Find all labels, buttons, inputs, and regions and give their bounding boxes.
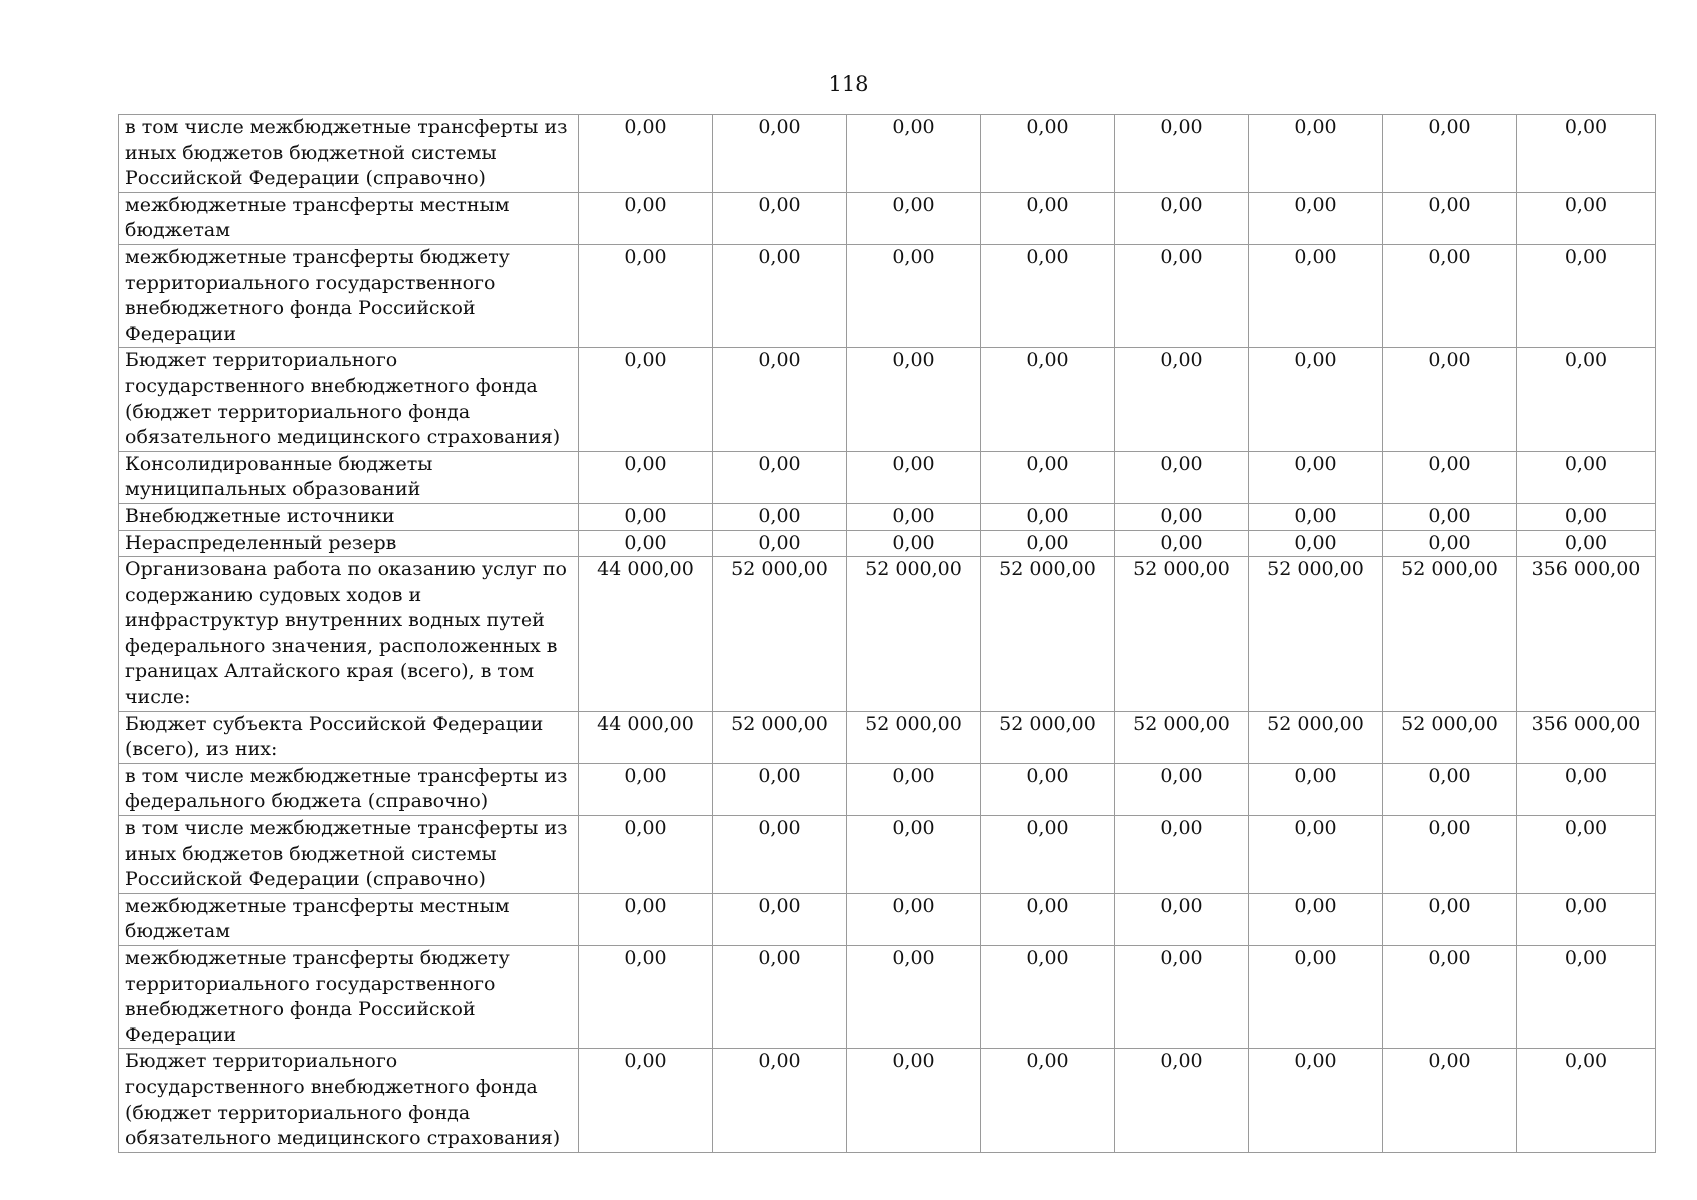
value-cell: 0,00 [1383, 816, 1517, 894]
row-label: Внебюджетные источники [119, 503, 579, 530]
table-row [119, 763, 1656, 815]
value-cell: 0,00 [713, 503, 847, 530]
table-row [119, 451, 1656, 503]
table-row [119, 115, 1656, 193]
value-cell: 356 000,00 [1517, 711, 1656, 763]
value-cell: 0,00 [1249, 348, 1383, 451]
value-cell: 0,00 [847, 816, 981, 894]
value-cell: 52 000,00 [1249, 557, 1383, 712]
row-label: Организована работа по оказанию услуг по содержанию судовых ходов и инфраструктур внутренних водных путей федерального значения, расположенных в границах Алтайского края (всего), в том числе: [119, 557, 579, 712]
value-cell: 0,00 [1517, 192, 1656, 244]
value-cell: 0,00 [847, 946, 981, 1049]
value-cell: 0,00 [579, 244, 713, 347]
value-cell: 0,00 [847, 115, 981, 193]
value-cell: 0,00 [713, 530, 847, 557]
value-cell: 52 000,00 [1383, 557, 1517, 712]
value-cell: 0,00 [1249, 192, 1383, 244]
value-cell: 0,00 [1115, 348, 1249, 451]
value-cell: 0,00 [579, 503, 713, 530]
row-label: в том числе межбюджетные трансферты из иных бюджетов бюджетной системы Российской Федерации (справочно) [119, 115, 579, 193]
value-cell: 0,00 [847, 192, 981, 244]
table-row [119, 244, 1656, 347]
value-cell: 52 000,00 [847, 557, 981, 712]
table-row [119, 893, 1656, 945]
value-cell: 0,00 [847, 503, 981, 530]
value-cell: 52 000,00 [1383, 711, 1517, 763]
value-cell: 0,00 [1249, 451, 1383, 503]
value-cell: 0,00 [1517, 348, 1656, 451]
value-cell: 44 000,00 [579, 711, 713, 763]
table-row [119, 192, 1656, 244]
row-label: в том числе межбюджетные трансферты из федерального бюджета (справочно) [119, 763, 579, 815]
value-cell: 0,00 [1383, 115, 1517, 193]
value-cell: 0,00 [579, 115, 713, 193]
value-cell: 52 000,00 [981, 557, 1115, 712]
value-cell: 52 000,00 [1249, 711, 1383, 763]
value-cell: 0,00 [847, 244, 981, 347]
value-cell: 0,00 [713, 946, 847, 1049]
value-cell: 0,00 [847, 763, 981, 815]
value-cell: 0,00 [847, 348, 981, 451]
row-label: в том числе межбюджетные трансферты из иных бюджетов бюджетной системы Российской Федерации (справочно) [119, 816, 579, 894]
value-cell: 0,00 [981, 244, 1115, 347]
value-cell: 0,00 [1115, 115, 1249, 193]
value-cell: 0,00 [1249, 893, 1383, 945]
value-cell: 0,00 [579, 348, 713, 451]
value-cell: 0,00 [713, 763, 847, 815]
value-cell: 0,00 [1115, 763, 1249, 815]
value-cell: 0,00 [1249, 530, 1383, 557]
value-cell: 0,00 [1517, 451, 1656, 503]
value-cell: 0,00 [579, 946, 713, 1049]
value-cell: 0,00 [1517, 1049, 1656, 1152]
value-cell: 0,00 [1517, 816, 1656, 894]
value-cell: 0,00 [1383, 763, 1517, 815]
value-cell: 0,00 [713, 115, 847, 193]
row-label: Бюджет субъекта Российской Федерации (всего), из них: [119, 711, 579, 763]
value-cell: 0,00 [1249, 503, 1383, 530]
value-cell: 0,00 [579, 530, 713, 557]
value-cell: 0,00 [579, 816, 713, 894]
value-cell: 0,00 [1115, 503, 1249, 530]
value-cell: 0,00 [1517, 530, 1656, 557]
value-cell: 0,00 [579, 763, 713, 815]
value-cell: 0,00 [1517, 115, 1656, 193]
value-cell: 0,00 [713, 192, 847, 244]
table-body [119, 115, 1656, 1153]
value-cell: 356 000,00 [1517, 557, 1656, 712]
value-cell: 0,00 [981, 1049, 1115, 1152]
value-cell: 52 000,00 [713, 711, 847, 763]
value-cell: 0,00 [579, 192, 713, 244]
table-row [119, 503, 1656, 530]
value-cell: 52 000,00 [1115, 711, 1249, 763]
value-cell: 0,00 [1383, 348, 1517, 451]
value-cell: 0,00 [981, 348, 1115, 451]
value-cell: 0,00 [1517, 893, 1656, 945]
value-cell: 0,00 [981, 503, 1115, 530]
row-label: межбюджетные трансферты бюджету территориального государственного внебюджетного фонда Российской Федерации [119, 244, 579, 347]
value-cell: 0,00 [1517, 244, 1656, 347]
row-label: Бюджет территориального государственного внебюджетного фонда (бюджет территориального фонда обязательного медицинского страхования) [119, 348, 579, 451]
value-cell: 0,00 [713, 1049, 847, 1152]
value-cell: 0,00 [713, 348, 847, 451]
value-cell: 44 000,00 [579, 557, 713, 712]
value-cell: 0,00 [1383, 192, 1517, 244]
value-cell: 0,00 [1383, 451, 1517, 503]
table-row [119, 1049, 1656, 1152]
row-label: межбюджетные трансферты местным бюджетам [119, 192, 579, 244]
value-cell: 0,00 [981, 530, 1115, 557]
value-cell: 0,00 [1115, 451, 1249, 503]
value-cell: 0,00 [1115, 1049, 1249, 1152]
value-cell: 0,00 [1517, 503, 1656, 530]
value-cell: 0,00 [981, 451, 1115, 503]
table-row [119, 557, 1656, 712]
value-cell: 0,00 [1115, 530, 1249, 557]
page-number: 118 [828, 72, 869, 96]
value-cell: 52 000,00 [713, 557, 847, 712]
budget-table [118, 114, 1656, 1153]
value-cell: 0,00 [1517, 763, 1656, 815]
value-cell: 0,00 [1383, 503, 1517, 530]
row-label: межбюджетные трансферты бюджету территориального государственного внебюджетного фонда Российской Федерации [119, 946, 579, 1049]
value-cell: 0,00 [1249, 115, 1383, 193]
value-cell: 0,00 [1249, 244, 1383, 347]
value-cell: 0,00 [1249, 1049, 1383, 1152]
value-cell: 0,00 [1383, 893, 1517, 945]
value-cell: 0,00 [981, 763, 1115, 815]
row-label: Бюджет территориального государственного внебюджетного фонда (бюджет территориального фонда обязательного медицинского страхования) [119, 1049, 579, 1152]
value-cell: 0,00 [981, 816, 1115, 894]
value-cell: 52 000,00 [847, 711, 981, 763]
value-cell: 0,00 [1383, 946, 1517, 1049]
value-cell: 0,00 [1115, 893, 1249, 945]
table-row [119, 530, 1656, 557]
value-cell: 0,00 [713, 244, 847, 347]
value-cell: 0,00 [1249, 816, 1383, 894]
value-cell: 0,00 [981, 115, 1115, 193]
value-cell: 0,00 [847, 530, 981, 557]
value-cell: 0,00 [981, 946, 1115, 1049]
value-cell: 0,00 [1249, 763, 1383, 815]
value-cell: 0,00 [1517, 946, 1656, 1049]
table-row [119, 816, 1656, 894]
value-cell: 0,00 [579, 451, 713, 503]
value-cell: 0,00 [1115, 192, 1249, 244]
value-cell: 0,00 [1383, 530, 1517, 557]
value-cell: 0,00 [847, 1049, 981, 1152]
value-cell: 0,00 [1115, 244, 1249, 347]
value-cell: 0,00 [1249, 946, 1383, 1049]
row-label: межбюджетные трансферты местным бюджетам [119, 893, 579, 945]
value-cell: 0,00 [847, 893, 981, 945]
value-cell: 0,00 [713, 816, 847, 894]
value-cell: 0,00 [579, 1049, 713, 1152]
value-cell: 0,00 [579, 893, 713, 945]
value-cell: 0,00 [847, 451, 981, 503]
value-cell: 52 000,00 [981, 711, 1115, 763]
value-cell: 0,00 [981, 192, 1115, 244]
value-cell: 0,00 [1115, 946, 1249, 1049]
row-label: Нераспределенный резерв [119, 530, 579, 557]
table-row [119, 711, 1656, 763]
table-row [119, 348, 1656, 451]
value-cell: 52 000,00 [1115, 557, 1249, 712]
value-cell: 0,00 [713, 893, 847, 945]
value-cell: 0,00 [981, 893, 1115, 945]
value-cell: 0,00 [1383, 1049, 1517, 1152]
table-row [119, 946, 1656, 1049]
row-label: Консолидированные бюджеты муниципальных образований [119, 451, 579, 503]
value-cell: 0,00 [1383, 244, 1517, 347]
value-cell: 0,00 [713, 451, 847, 503]
value-cell: 0,00 [1115, 816, 1249, 894]
